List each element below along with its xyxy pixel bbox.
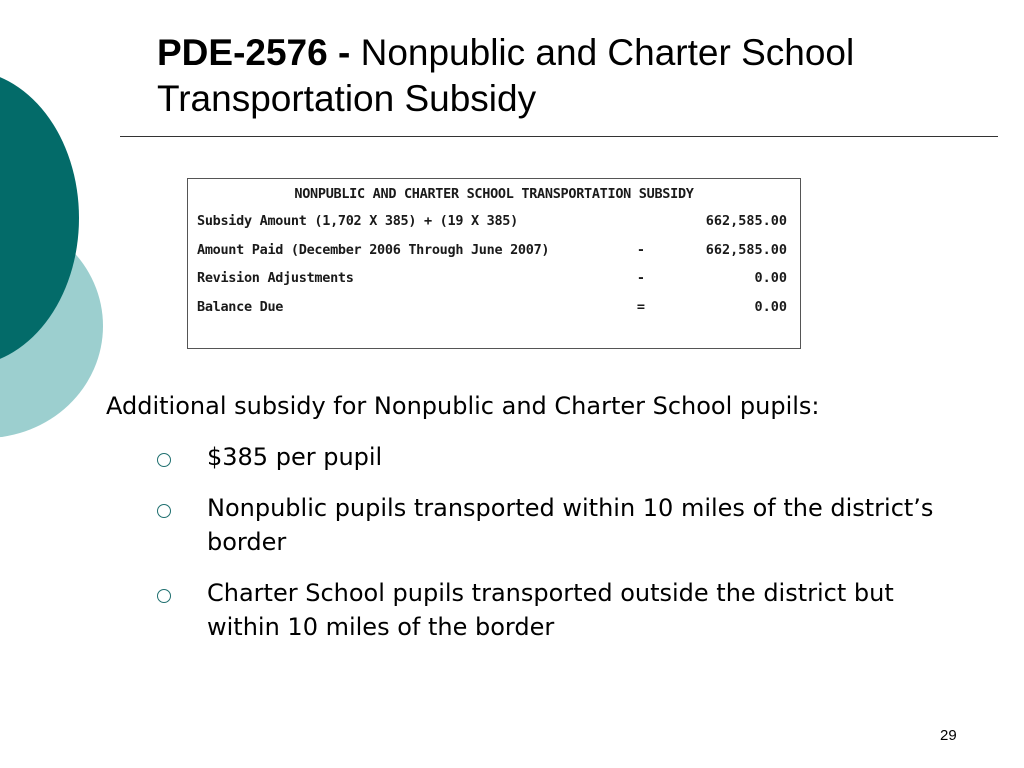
circle-bullet-icon [157, 453, 171, 467]
row-operator: - [636, 242, 646, 258]
row-operator: - [636, 270, 646, 286]
intro-text: Additional subsidy for Nonpublic and Charter School pupils: [106, 392, 820, 420]
row-value: 662,585.00 [705, 242, 787, 258]
slide-title [157, 30, 997, 122]
table-row-subsidy-amount [197, 213, 787, 231]
page-number: 29 [940, 727, 957, 744]
table-row-amount-paid [197, 242, 787, 260]
row-value: 0.00 [754, 299, 787, 315]
table-row-balance-due [197, 299, 787, 317]
title-text: Nonpublic and Charter School Transportation Subsidy [157, 32, 855, 119]
title-divider [120, 136, 998, 137]
circle-bullet-icon [157, 589, 171, 603]
table-row-revision-adjustments [197, 270, 787, 288]
row-label: Amount Paid (December 2006 Through June 2007) [197, 242, 550, 258]
row-label: Revision Adjustments [197, 270, 354, 286]
decorative-side-shapes [0, 0, 110, 768]
row-label: Balance Due [197, 299, 284, 315]
bullet-text: Nonpublic pupils transported within 10 miles of the district’s border [207, 494, 934, 556]
circle-bullet-icon [157, 504, 171, 518]
row-value: 0.00 [754, 270, 787, 286]
row-label: Subsidy Amount (1,702 X 385) + (19 X 385) [197, 213, 518, 229]
row-value: 662,585.00 [705, 213, 787, 229]
row-operator: = [636, 299, 646, 315]
subsidy-table [187, 178, 801, 349]
subsidy-table-heading: NONPUBLIC AND CHARTER SCHOOL TRANSPORTATION SUBSIDY [294, 186, 694, 202]
bullet-text: $385 per pupil [207, 443, 383, 471]
form-code: PDE-2576 - [157, 32, 351, 73]
bullet-text: Charter School pupils transported outside the district but within 10 miles of the border [207, 579, 894, 641]
